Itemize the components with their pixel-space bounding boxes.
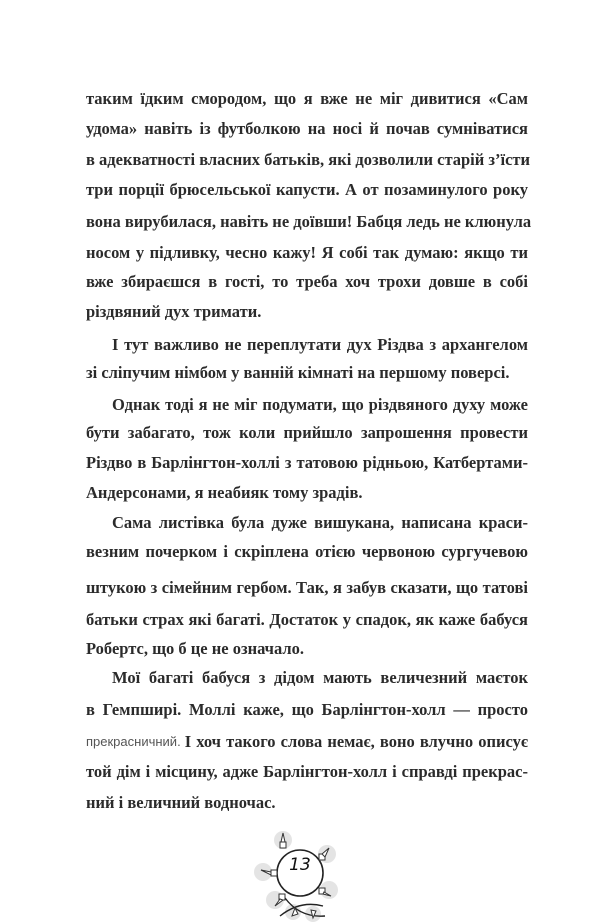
text-line: Різдво в Барлінгтон-холлі з татовою рідньою, Катбертами- bbox=[86, 453, 528, 472]
text-line-rest: I хоч такого слова немає, воно влучно описує bbox=[184, 732, 528, 751]
text-line: той дім і місцину, адже Барлінгтон-холл і справді прекрас- bbox=[86, 762, 528, 781]
text-line: бути забагато, тож коли прийшло запрошення провести bbox=[86, 423, 528, 442]
christmas-lights-emblem-icon bbox=[245, 828, 355, 923]
text-line: батьки страх які багаті. Достаток у спадок, як каже бабуся bbox=[86, 610, 528, 629]
text-line: І тут важливо не переплутати дух Різдва з архангелом bbox=[112, 335, 528, 354]
text-line: вже збираєшся в гості, то треба хоч трохи довше в собі bbox=[86, 272, 528, 291]
text-line: в адекватності власних батьків, які дозволили старій з’їсти bbox=[86, 150, 531, 169]
text-line: в Гемпширі. Моллі каже, що Барлінгтон-холл — просто bbox=[86, 700, 528, 719]
text-line: штукою з сімейним гербом. Так, я забув сказати, що татові bbox=[86, 578, 528, 597]
text-line: Мої багаті бабуся з дідом мають величезний маєток bbox=[112, 668, 528, 687]
text-line: зі сліпучим німбом у ванній кімнаті на першому поверсі. bbox=[86, 363, 510, 382]
text-line: Сама листівка була дуже вишукана, написана краси- bbox=[112, 513, 528, 532]
text-line: вона вирубилася, навіть не доївши! Бабця ледь не клюнула bbox=[86, 212, 532, 231]
text-line: Однак тоді я не міг подумати, що різдвяного духу може bbox=[112, 395, 528, 414]
text-line: ний і величний водночас. bbox=[86, 793, 276, 812]
text-line: удома» навіть із футболкою на носі й почав сумніватися bbox=[86, 119, 528, 138]
text-line: везним почерком і скріплена отією червоною сургучевою bbox=[86, 542, 528, 561]
text-line: три порції брюсельської капусти. А от позаминулого року bbox=[86, 180, 528, 199]
invented-word: прекрасничний. bbox=[86, 734, 181, 749]
text-line: різдвяний дух тримати. bbox=[86, 302, 262, 321]
text-line: Андерсонами, я неабияк тому зрадів. bbox=[86, 483, 363, 502]
text-line: таким їдким смородом, що я вже не міг дивитися «Сам bbox=[86, 89, 528, 108]
text-line bbox=[86, 731, 528, 753]
text-line: носом у підливку, чесно кажу! Я собі так думаю: якщо ти bbox=[86, 243, 528, 262]
text-line: Робертс, що б це не означало. bbox=[86, 639, 305, 658]
page-number: 13 bbox=[289, 855, 311, 875]
